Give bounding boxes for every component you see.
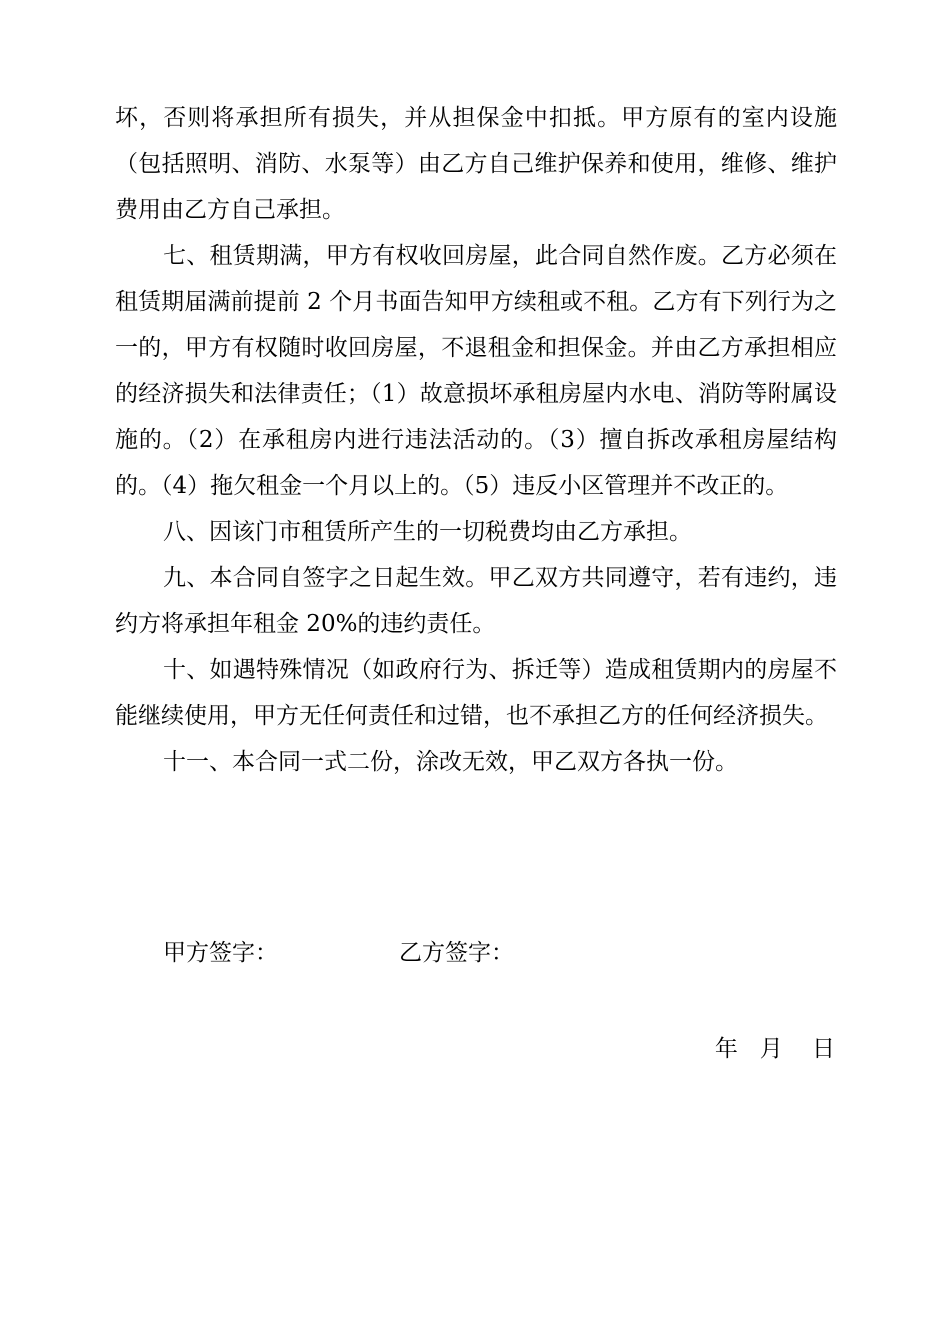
party-b-signature-label: 乙方签字： [399, 940, 514, 966]
paragraph-clause-7: 七、租赁期满，甲方有权收回房屋，此合同自然作废。乙方必须在租赁期届满前提前 2 个月书面告知甲方续租或不租。乙方有下列行为之一的，甲方有权随时收回房屋，不退租金和担保金。并由乙方承担相应的经济损失和法律责任；（1）故意损坏承租房屋内水电、消防等附属设施的。（2）在承租房内进行违法活动的。（3）擅自拆改承租房屋结构的。（4）拖欠租金一个月以上的。（5）违反小区管理并不改正的。 [115, 243, 837, 499]
paragraph-damage-clause: 坏，否则将承担所有损失，并从担保金中扣抵。甲方原有的室内设施（包括照明、消防、水泵等）由乙方自己维护保养和使用，维修、维护费用由乙方自己承担。 [115, 105, 837, 223]
paragraph-clause-10: 十、如遇特殊情况（如政府行为、拆迁等）造成租赁期内的房屋不能继续使用，甲方无任何责任和过错，也不承担乙方的任何经济损失。 [115, 657, 837, 729]
date-line: 年 月 日 [714, 1036, 835, 1062]
paragraph-clause-9: 九、本合同自签字之日起生效。甲乙双方共同遵守，若有违约，违约方将承担年租金 20%的违约责任。 [115, 565, 837, 637]
party-a-signature-label: 甲方签字： [163, 940, 278, 966]
signature-block [163, 930, 763, 976]
paragraph-clause-11: 十一、本合同一式二份，涂改无效，甲乙双方各执一份。 [163, 749, 738, 775]
paragraph-clause-8: 八、因该门市租赁所产生的一切税费均由乙方承担。 [163, 519, 692, 545]
contract-body [115, 95, 837, 785]
